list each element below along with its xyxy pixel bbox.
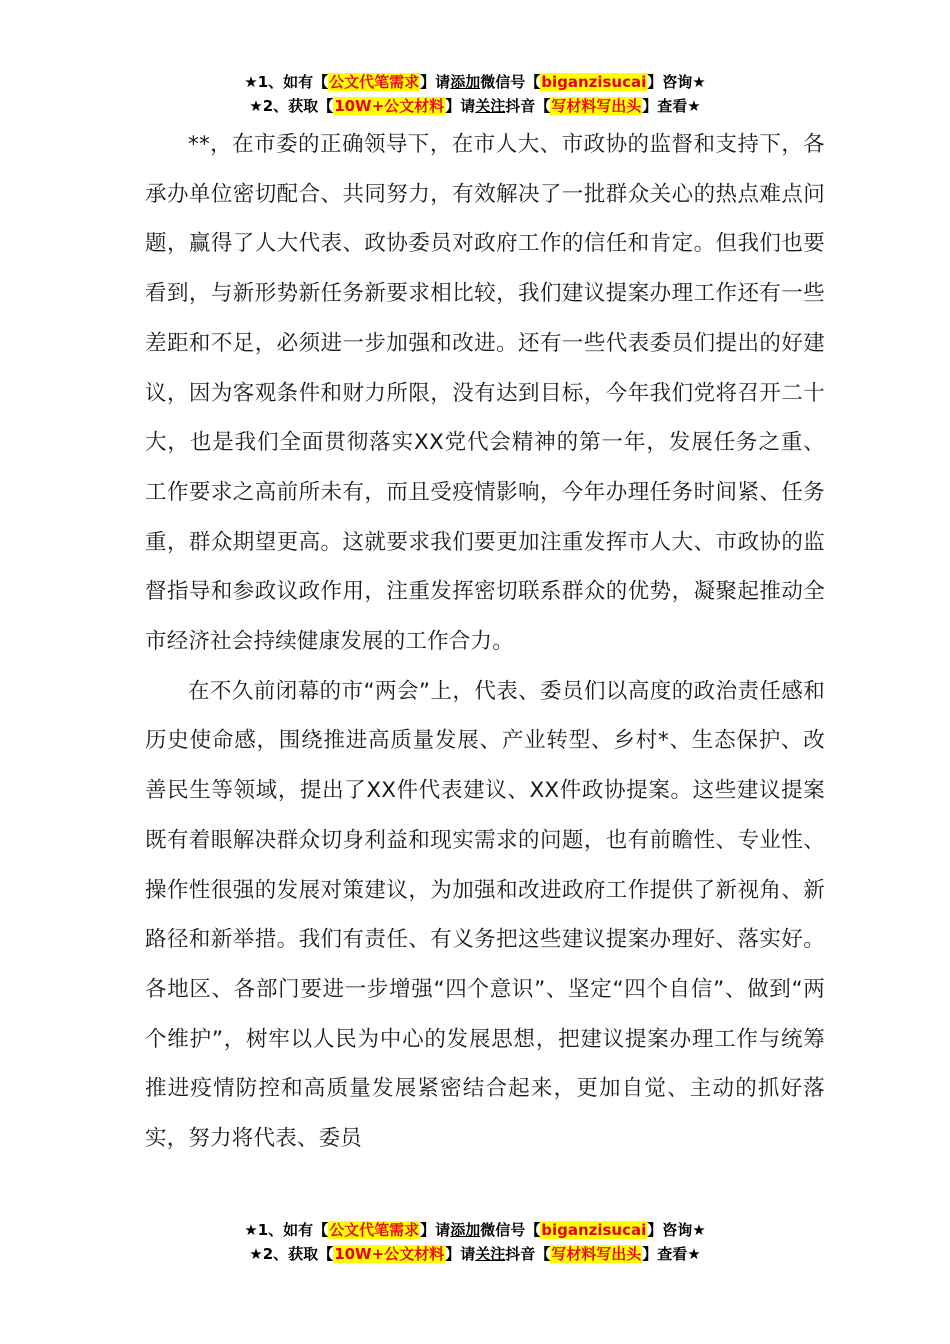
banner-line-2: ★2、获取【10W+公文材料】请关注抖音【写材料写出头】查看★ (249, 1245, 701, 1263)
banner-line-1: ★1、如有【公文代笔需求】请添加微信号【biganzisucai】咨询★ (244, 1221, 706, 1239)
wechat-id: biganzisucai (541, 1221, 647, 1239)
document-body (145, 120, 825, 1164)
wechat-id: biganzisucai (541, 73, 647, 91)
banner-line-1: ★1、如有【公文代笔需求】请添加微信号【biganzisucai】咨询★ (244, 73, 706, 91)
highlight-text: 公文代笔需求 (329, 73, 420, 91)
douyin-account: 写材料写出头 (551, 97, 642, 115)
highlight-text: 10W+公文材料 (334, 1245, 445, 1263)
footer-banner (0, 1218, 950, 1266)
douyin-account: 写材料写出头 (551, 1245, 642, 1263)
header-banner (0, 70, 950, 118)
paragraph: **，在市委的正确领导下，在市人大、市政协的监督和支持下，各承办单位密切配合、共同努力，有效解决了一批群众关心的热点难点问题，赢得了人大代表、政协委员对政府工作的信任和肯定。但我们也要看到，与新形势新任务新要求相比较，我们建议提案办理工作还有一些差距和不足，必须进一步加强和改进。还有一些代表委员们提出的好建议，因为客观条件和财力所限，没有达到目标，今年我们党将召开二十大，也是我们全面贯彻落实XX党代会精神的第一年，发展任务之重、工作要求之高前所未有，而且受疫情影响，今年办理任务时间紧、任务重，群众期望更高。这就要求我们要更加注重发挥市人大、市政协的监督指导和参政议政作用，注重发挥密切联系群众的优势，凝聚起推动全市经济社会持续健康发展的工作合力。 (145, 132, 825, 655)
highlight-text: 公文代笔需求 (329, 1221, 420, 1239)
highlight-text: 10W+公文材料 (334, 97, 445, 115)
paragraph: 在不久前闭幕的市“两会”上，代表、委员们以高度的政治责任感和历史使命感，围绕推进高质量发展、产业转型、乡村*、生态保护、改善民生等领域，提出了XX件代表建议、XX件政协提案。这些建议提案既有着眼解决群众切身利益和现实需求的问题，也有前瞻性、专业性、操作性很强的发展对策建议，为加强和改进政府工作提供了新视角、新路径和新举措。我们有责任、有义务把这些建议提案办理好、落实好。各地区、各部门要进一步增强“四个意识”、坚定“四个自信”、做到“两个维护”，树牢以人民为中心的发展思想，把建议提案办理工作与统筹推进疫情防控和高质量发展紧密结合起来，更加自觉、主动的抓好落实，努力将代表、委员 (145, 678, 825, 1152)
banner-line-2: ★2、获取【10W+公文材料】请关注抖音【写材料写出头】查看★ (249, 97, 701, 115)
